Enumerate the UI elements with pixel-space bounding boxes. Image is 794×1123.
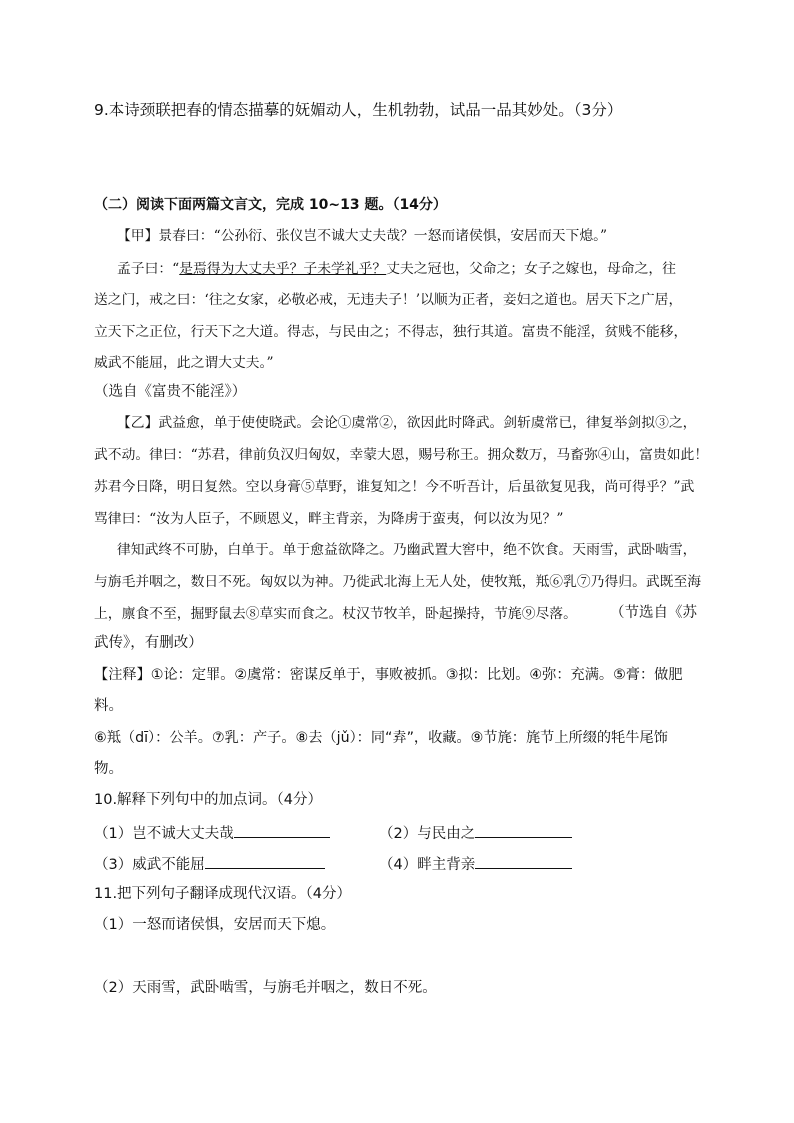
answer-blank[interactable] <box>475 822 572 838</box>
jia-line-2-end: 丈夫之冠也，父命之；女子之嫁也，母命之，往 <box>386 261 676 277</box>
yi-line-2: 武不动。律曰：“苏君，律前负汉归匈奴，幸蒙大恩，赐号称王。拥众数万，马畜弥④山，富贵如此！ <box>94 447 709 463</box>
yi-source-part-1: （节选自《苏 <box>610 605 697 621</box>
jia-line-5: 威武不能屈，此之谓大丈夫。” <box>94 355 274 371</box>
yi-line-1: 【乙】武益愈，单于使使晓武。会论①虞常②，欲因此时降武。剑斩虞常已，律复举剑拟③之， <box>117 415 697 431</box>
jia-line-4: 立天下之正位，行天下之大道。得志，与民由之；不得志，独行其道。富贵不能淫，贫贱不能移， <box>94 324 688 340</box>
q11-item-1: （1）一怒而诸侯惧，安居而天下熄。 <box>94 917 336 933</box>
q10-item-1-text: （1）岂不诚大丈夫哉 <box>94 826 234 842</box>
answer-blank[interactable] <box>475 853 572 869</box>
q10-item-4-text: （4）畔主背亲 <box>379 857 476 873</box>
notes-line-2: 料。 <box>94 698 123 714</box>
yi-line-7: 上，廪食不至，掘野鼠去⑧草实而食之。杖汉节牧羊，卧起操持，节旄⑨尽落。 <box>94 606 577 622</box>
q10-item-1 <box>94 822 330 844</box>
answer-blank[interactable] <box>205 853 325 869</box>
q11-item-2: （2）天雨雪，武卧啮雪，与旃毛并咽之，数日不死。 <box>94 980 437 996</box>
question-9: 9.本诗颈联把春的情态描摹的妩媚动人，生机勃勃，试品一品其妙处。（3分） <box>94 101 623 119</box>
jia-line-3: 送之门，戒之曰：‘往之女家，必敬必戒，无违夫子！’以顺为正者，妾妇之道也。居天下之广居， <box>94 292 683 308</box>
q10-item-3-text: （3）威武不能屈 <box>94 857 205 873</box>
answer-blank[interactable] <box>234 822 330 838</box>
yi-line-5: 律知武终不可胁，白单于。单于愈益欲降之。乃幽武置大窖中，绝不饮食。天雨雪，武卧啮雪， <box>117 542 697 558</box>
q11-title: 11.把下列句子翻译成现代汉语。（4分） <box>94 886 352 902</box>
q10-item-4 <box>379 853 572 875</box>
q10-title: 10.解释下列句中的加点词。（4分） <box>94 792 323 808</box>
q10-item-3 <box>94 853 325 875</box>
notes-line-3: ⑥羝（dī）：公羊。⑦乳：产子。⑧去（jǔ）：同“弆”，收藏。⑨节旄：旄节上所缀的牦牛尾饰 <box>94 730 668 746</box>
notes-line-1: 【注释】①论：定罪。②虞常：密谋反单于，事败被抓。③拟：比划。④弥：充满。⑤膏：做肥 <box>94 667 683 683</box>
section-heading: （二）阅读下面两篇文言文，完成 10~13 题。（14分） <box>94 197 447 213</box>
q10-item-2-text: （2）与民由之 <box>379 826 476 842</box>
notes-line-4: 物。 <box>94 761 123 777</box>
yi-line-6: 与旃毛并咽之，数日不死。匈奴以为神。乃徙武北海上无人处，使牧羝，羝⑥乳⑦乃得归。武既至海 <box>94 574 702 590</box>
q10-item-2 <box>379 822 572 844</box>
jia-source: （选自《富贵不能淫》） <box>94 384 247 400</box>
jia-line-2-start: 孟子曰：“ <box>117 261 180 277</box>
jia-line-1: 【甲】景春曰：“公孙衍、张仪岂不诚大丈夫哉？一怒而诸侯惧，安居而天下熄。” <box>117 228 608 244</box>
yi-source-part-2: 武传》，有删改） <box>94 635 203 651</box>
jia-underlined-sentence: 是焉得为大丈夫乎？子未学礼乎？ <box>179 261 387 277</box>
yi-line-3: 苏君今日降，明日复然。空以身膏⑤草野，谁复知之！今不听吾计，后虽欲复见我，尚可得乎？”武 <box>94 479 695 495</box>
yi-line-4: 骂律曰：“汝为人臣子，不顾恩义，畔主背亲，为降虏于蛮夷，何以汝为见？” <box>94 511 564 527</box>
jia-line-2 <box>117 259 676 279</box>
